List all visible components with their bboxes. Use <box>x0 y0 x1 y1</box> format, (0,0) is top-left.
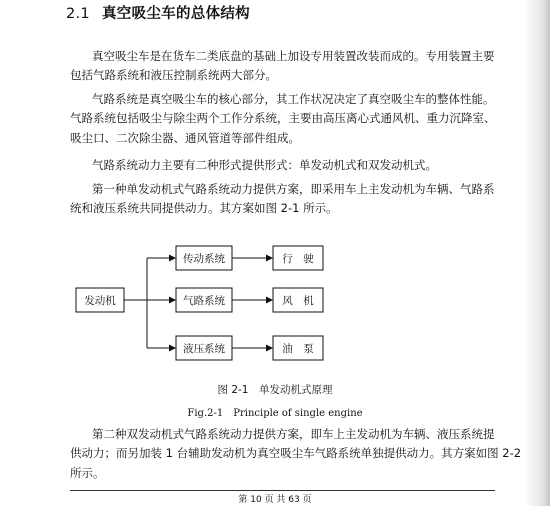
transmission-label: 传动系统 <box>183 253 225 265</box>
paragraph-line: 供动力；而另加装 1 台辅助发动机为真空吸尘车气路系统单独提供动力。其方案如图 2-2 <box>70 446 522 461</box>
paragraph-line: 第一种单发动机式气路系统动力提供方案，即采用车上主发动机为车辆、气路系 <box>92 182 495 196</box>
paragraph-line: 气路系统是真空吸尘车的核心部分，其工作状况决定了真空吸尘车的整体性能。 <box>92 92 495 106</box>
paragraph-line: 气路系统包括吸尘与除尘两个工作分系统，主要由高压离心式通风机、重力沉降室、 <box>70 111 496 126</box>
section-number: 2.1 <box>66 6 90 22</box>
page-footer: 第 10 页 共 63 页 <box>238 495 312 505</box>
engine-label: 发动机 <box>84 295 116 307</box>
paragraph-5 <box>70 425 522 483</box>
paragraph-line: 统和液压系统共同提供动力。其方案如图 2-1 所示。 <box>70 201 338 216</box>
paragraph-line: 包括气路系统和液压控制系统两大部分。 <box>70 68 277 83</box>
figure-caption-zh: 图 2-1 单发动机式原理 <box>217 384 333 396</box>
fan-label: 风 机 <box>282 295 314 307</box>
paragraph-line: 真空吸尘车是在货车二类底盘的基础上加设专用装置改装而成的。专用装置主要 <box>92 49 495 63</box>
figure-caption-en: Fig.2-1 Principle of single engine <box>187 408 363 419</box>
paragraph-line: 所示。 <box>70 465 105 480</box>
paragraph-line: 气路系统动力主要有二种形式提供形式：单发动机式和双发动机式。 <box>92 158 437 172</box>
page-edge-shadow <box>524 0 550 506</box>
hydraulic-label: 液压系统 <box>183 343 225 355</box>
footer-rule <box>70 490 495 491</box>
paragraph-line: 第二种双发动机式气路系统动力提供方案，即车上主发动机为车辆、液压系统提 <box>92 427 495 441</box>
drive-label: 行 驶 <box>282 253 314 265</box>
section-title-text: 真空吸尘车的总体结构 <box>101 6 250 22</box>
pump-label: 油 泵 <box>282 343 314 355</box>
paragraph-line: 吸尘口、二次除尘器、通风管道等部件组成。 <box>70 130 300 145</box>
pneumatic-label: 气路系统 <box>183 295 225 307</box>
